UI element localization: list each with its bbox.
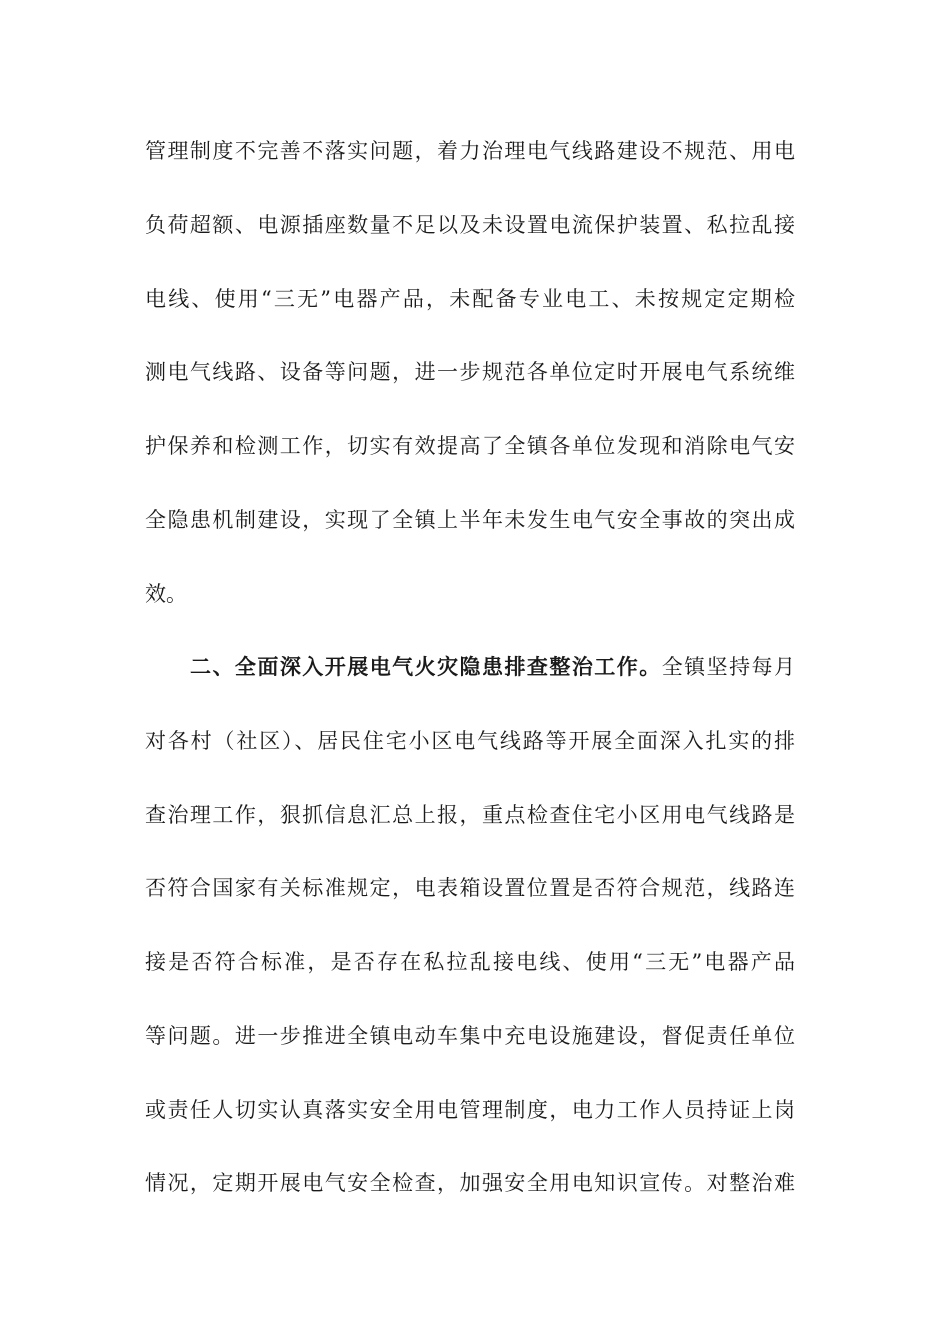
paragraph1-line-6: 全隐患机制建设，实现了全镇上半年未发生电气安全事故的突出成 — [145, 508, 795, 532]
paragraph2-first-line-text: 全镇坚持每月 — [661, 655, 795, 679]
paragraph2-line-6: 等问题。进一步推进全镇电动车集中充电设施建设，督促责任单位 — [145, 1024, 795, 1048]
paragraph2-line-5: 接是否符合标准，是否存在私拉乱接电线、使用“三无”电器产品 — [145, 950, 795, 974]
paragraph2-line-4: 否符合国家有关标准规定，电表箱设置位置是否符合规范，线路连 — [145, 876, 795, 900]
paragraph1-line-5: 护保养和检测工作，切实有效提高了全镇各单位发现和消除电气安 — [145, 434, 795, 458]
section-heading: 二、全面深入开展电气火灾隐患排查整治工作。 — [190, 655, 662, 679]
paragraph1-line-1: 管理制度不完善不落实问题，着力治理电气线路建设不规范、用电 — [145, 139, 795, 163]
paragraph1-line-4: 测电气线路、设备等问题，进一步规范各单位定时开展电气系统维 — [145, 360, 795, 384]
paragraph2-line-2: 对各村（社区）、居民住宅小区电气线路等开展全面深入扎实的排 — [145, 729, 795, 753]
paragraph1-line-2: 负荷超额、电源插座数量不足以及未设置电流保护装置、私拉乱接 — [145, 213, 795, 237]
paragraph1-line-3: 电线、使用“三无”电器产品，未配备专业电工、未按规定定期检 — [145, 287, 795, 311]
paragraph2-line-7: 或责任人切实认真落实安全用电管理制度，电力工作人员持证上岗 — [145, 1098, 795, 1122]
paragraph2-line-8: 情况，定期开展电气安全检查，加强安全用电知识宣传。对整治难 — [145, 1171, 795, 1195]
paragraph2-first-line — [190, 649, 795, 685]
paragraph2-line-3: 查治理工作，狠抓信息汇总上报，重点检查住宅小区用电气线路是 — [145, 803, 795, 827]
paragraph1-line-7: 效。 — [145, 582, 187, 606]
